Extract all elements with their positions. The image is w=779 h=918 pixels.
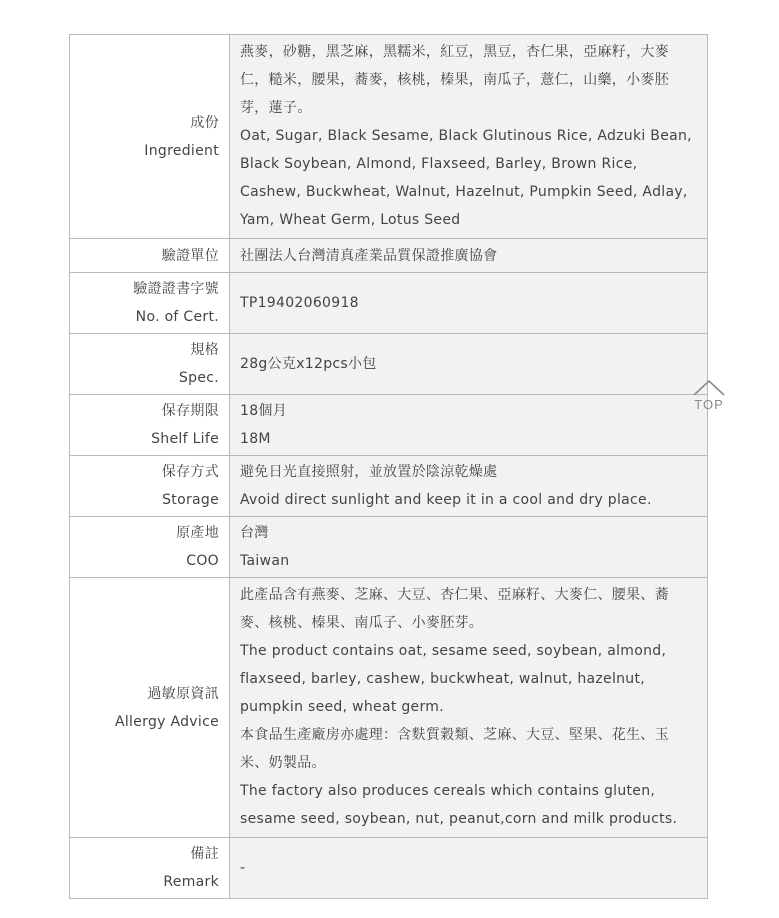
remark-value-text: -	[240, 860, 246, 876]
spec-label	[70, 334, 230, 395]
remark-label	[70, 838, 230, 899]
allergy-value-zh-2: 本食品生產廠房亦處理：含麩質穀類、芝麻、大豆、堅果、花生、玉米、奶製品。	[240, 727, 669, 771]
remark-value	[230, 838, 708, 899]
cert-no-value-text: TP19402060918	[240, 295, 359, 311]
coo-row	[70, 517, 708, 578]
coo-value	[230, 517, 708, 578]
shelf-life-value	[230, 395, 708, 456]
allergy-value-en-1: The product contains oat, sesame seed, soybean, almond, flaxseed, barley, cashew, buckwheat, walnut, hazelnut, pumpkin seed, wheat germ.	[240, 643, 667, 715]
allergy-label	[70, 578, 230, 838]
shelf-life-label-zh: 保存期限	[161, 403, 219, 419]
certifier-value	[230, 239, 708, 273]
remark-label-en: Remark	[163, 874, 219, 890]
cert-no-label-en: No. of Cert.	[135, 309, 219, 325]
cert-no-value	[230, 273, 708, 334]
storage-row	[70, 456, 708, 517]
ingredient-label-zh: 成份	[190, 114, 219, 131]
shelf-life-label	[70, 395, 230, 456]
ingredient-value-zh: 燕麥，砂糖，黑芝麻，黑糯米，紅豆，黑豆，杏仁果，亞麻籽，大麥仁，糙米，腰果，蕎麥，核桃，榛果，南瓜子，薏仁，山藥，小麥胚芽，蓮子。	[240, 44, 669, 116]
cert-no-label	[70, 273, 230, 334]
storage-label-zh: 保存方式	[161, 464, 219, 480]
ingredient-row	[70, 35, 708, 239]
coo-value-zh: 台灣	[240, 525, 269, 541]
back-to-top-label: TOP	[694, 397, 724, 412]
shelf-life-label-en: Shelf Life	[151, 431, 219, 447]
certifier-row	[70, 239, 708, 273]
certifier-value-text: 社團法人台灣清真產業品質保證推廣協會	[240, 247, 498, 264]
storage-label	[70, 456, 230, 517]
coo-label	[70, 517, 230, 578]
storage-label-en: Storage	[162, 492, 219, 508]
storage-value-en: Avoid direct sunlight and keep it in a cool and dry place.	[240, 492, 652, 508]
spec-label-en: Spec.	[178, 370, 219, 386]
certifier-label	[70, 239, 230, 273]
allergy-value-zh-1: 此產品含有燕麥、芝麻、大豆、杏仁果、亞麻籽、大麥仁、腰果、蕎麥、核桃、榛果、南瓜子、小麥胚芽。	[240, 587, 669, 631]
allergy-label-zh: 過敏原資訊	[147, 685, 219, 702]
allergy-value	[230, 578, 708, 838]
back-to-top-button[interactable]	[690, 377, 728, 421]
product-spec-table	[69, 34, 708, 899]
shelf-life-row	[70, 395, 708, 456]
shelf-life-value-zh: 18個月	[240, 403, 288, 419]
ingredient-label	[70, 35, 230, 239]
cert-no-row	[70, 273, 708, 334]
allergy-row	[70, 578, 708, 838]
remark-row	[70, 838, 708, 899]
storage-value	[230, 456, 708, 517]
ingredient-value-en: Oat, Sugar, Black Sesame, Black Glutinous Rice, Adzuki Bean, Black Soybean, Almond, Flaxseed, Barley, Brown Rice, Cashew, Buckwheat, Walnut, Hazelnut, Pumpkin Seed, Adlay, Yam, Wheat Germ, Lotus Seed	[240, 128, 692, 228]
ingredient-value	[230, 35, 708, 239]
storage-value-zh: 避免日光直接照射，並放置於陰涼乾燥處	[240, 464, 498, 480]
coo-label-en: COO	[186, 553, 219, 569]
chevron-up-icon	[692, 377, 726, 397]
certifier-label-zh: 驗證單位	[161, 247, 219, 264]
spec-value-text: 28g公克x12pcs小包	[240, 356, 377, 372]
ingredient-label-en: Ingredient	[144, 142, 219, 159]
allergy-label-en: Allergy Advice	[114, 713, 219, 730]
remark-label-zh: 備註	[190, 846, 219, 862]
coo-label-zh: 原產地	[176, 525, 219, 541]
coo-value-en: Taiwan	[240, 553, 290, 569]
spec-row	[70, 334, 708, 395]
shelf-life-value-en: 18M	[240, 431, 271, 447]
spec-value	[230, 334, 708, 395]
allergy-value-en-2: The factory also produces cereals which contains gluten, sesame seed, soybean, nut, peanut,corn and milk products.	[240, 783, 678, 827]
spec-label-zh: 規格	[190, 342, 219, 358]
cert-no-label-zh: 驗證證書字號	[133, 281, 219, 297]
